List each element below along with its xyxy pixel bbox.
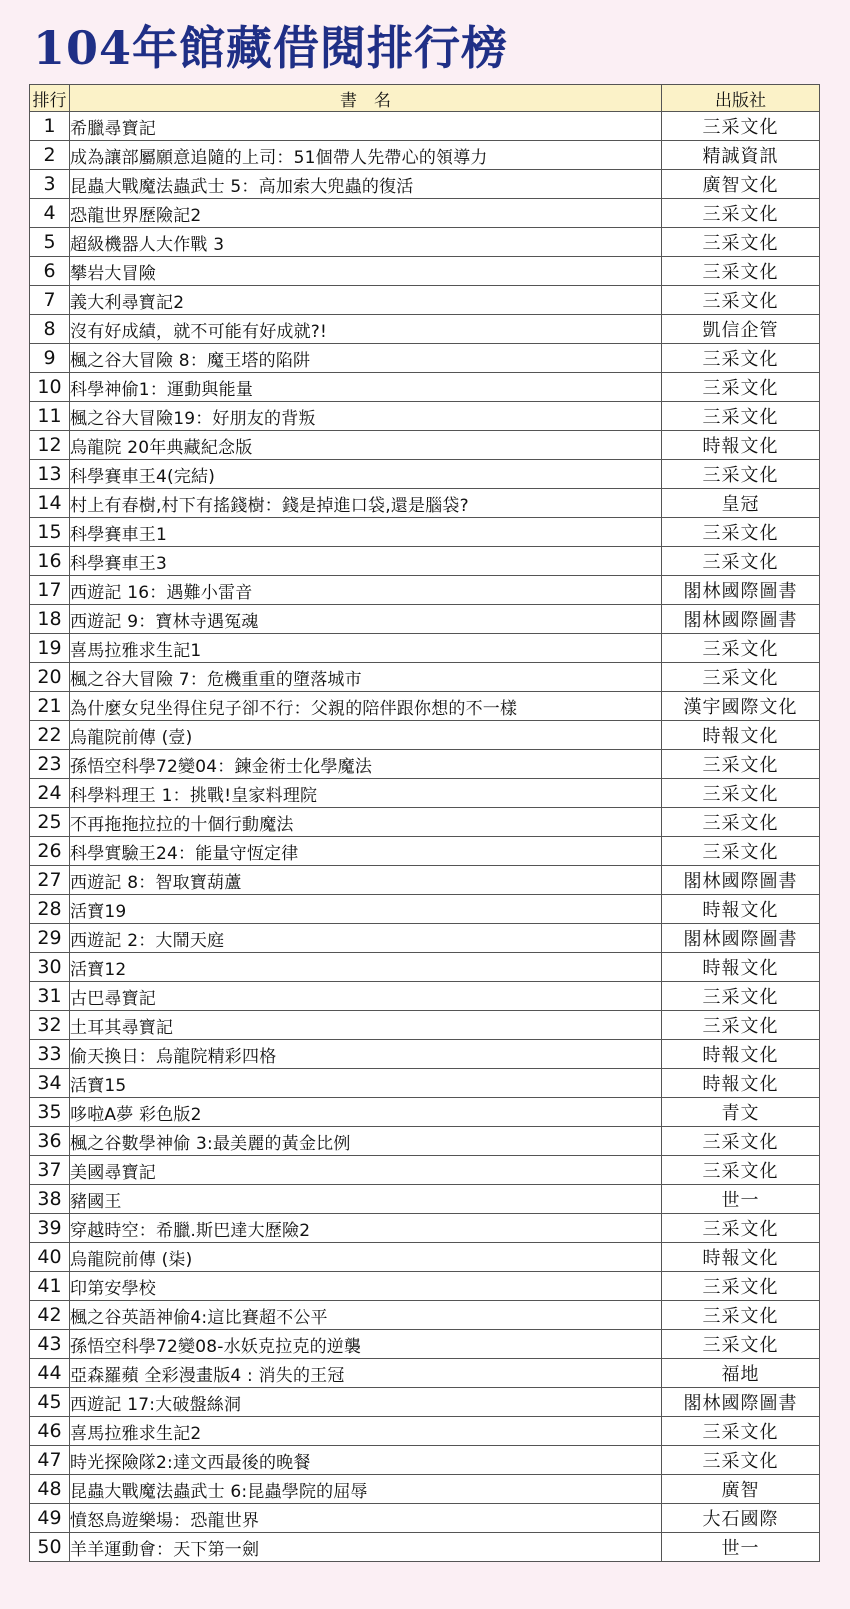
table-row <box>30 982 820 1011</box>
table-row <box>30 199 820 228</box>
table-row <box>30 1359 820 1388</box>
book-title-cell: 美國尋寶記 <box>70 1156 662 1185</box>
table-row <box>30 402 820 431</box>
book-title-cell: 烏龍院 20年典藏紀念版 <box>70 431 662 460</box>
publisher-cell: 時報文化 <box>662 1243 820 1272</box>
rank-cell: 17 <box>30 576 70 605</box>
rank-cell: 24 <box>30 779 70 808</box>
publisher-cell: 三采文化 <box>662 1011 820 1040</box>
book-title-cell: 孫悟空科學72變08-水妖克拉克的逆襲 <box>70 1330 662 1359</box>
rank-cell: 1 <box>30 112 70 141</box>
rank-cell: 14 <box>30 489 70 518</box>
book-title-cell: 西遊記 8：智取寶葫蘆 <box>70 866 662 895</box>
publisher-cell: 三采文化 <box>662 1272 820 1301</box>
publisher-cell: 三采文化 <box>662 1214 820 1243</box>
table-row <box>30 373 820 402</box>
rank-cell: 38 <box>30 1185 70 1214</box>
rank-cell: 30 <box>30 953 70 982</box>
publisher-cell: 閣林國際圖書 <box>662 924 820 953</box>
table-row <box>30 750 820 779</box>
publisher-cell: 三采文化 <box>662 1330 820 1359</box>
publisher-cell: 三采文化 <box>662 1156 820 1185</box>
rank-cell: 22 <box>30 721 70 750</box>
book-title-cell: 烏龍院前傳 (柒) <box>70 1243 662 1272</box>
rank-cell: 50 <box>30 1533 70 1562</box>
header-publisher: 出版社 <box>662 85 820 112</box>
table-row <box>30 663 820 692</box>
rank-cell: 45 <box>30 1388 70 1417</box>
rank-cell: 9 <box>30 344 70 373</box>
table-row <box>30 1127 820 1156</box>
publisher-cell: 三采文化 <box>662 286 820 315</box>
rank-cell: 5 <box>30 228 70 257</box>
book-title-cell: 昆蟲大戰魔法蟲武士 5：高加索大兜蟲的復活 <box>70 170 662 199</box>
book-title-cell: 楓之谷大冒險19：好朋友的背叛 <box>70 402 662 431</box>
page-title: 104年館藏借閱排行榜 <box>33 21 509 75</box>
rank-cell: 41 <box>30 1272 70 1301</box>
publisher-cell: 三采文化 <box>662 460 820 489</box>
rank-cell: 27 <box>30 866 70 895</box>
book-title-cell: 西遊記 9：寶林寺遇冤魂 <box>70 605 662 634</box>
rank-cell: 29 <box>30 924 70 953</box>
book-title-cell: 成為讓部屬願意追隨的上司：51個帶人先帶心的領導力 <box>70 141 662 170</box>
publisher-cell: 皇冠 <box>662 489 820 518</box>
rank-cell: 32 <box>30 1011 70 1040</box>
publisher-cell: 凱信企管 <box>662 315 820 344</box>
book-title-cell: 希臘尋寶記 <box>70 112 662 141</box>
book-title-cell: 活寶15 <box>70 1069 662 1098</box>
publisher-cell: 三采文化 <box>662 808 820 837</box>
rank-cell: 4 <box>30 199 70 228</box>
publisher-cell: 閣林國際圖書 <box>662 1388 820 1417</box>
book-title-cell: 穿越時空：希臘.斯巴達大歷險2 <box>70 1214 662 1243</box>
table-row <box>30 286 820 315</box>
publisher-cell: 漢宇國際文化 <box>662 692 820 721</box>
publisher-cell: 三采文化 <box>662 547 820 576</box>
ranking-table <box>29 84 820 1562</box>
table-header-row <box>30 85 820 112</box>
publisher-cell: 時報文化 <box>662 1040 820 1069</box>
rank-cell: 11 <box>30 402 70 431</box>
rank-cell: 36 <box>30 1127 70 1156</box>
publisher-cell: 精誠資訊 <box>662 141 820 170</box>
publisher-cell: 三采文化 <box>662 518 820 547</box>
book-title-cell: 楓之谷英語神偷4:這比賽超不公平 <box>70 1301 662 1330</box>
table-row <box>30 605 820 634</box>
book-title-cell: 攀岩大冒險 <box>70 257 662 286</box>
publisher-cell: 時報文化 <box>662 721 820 750</box>
table-row <box>30 1301 820 1330</box>
table-row <box>30 228 820 257</box>
table-row <box>30 257 820 286</box>
rank-cell: 10 <box>30 373 70 402</box>
publisher-cell: 三采文化 <box>662 228 820 257</box>
table-row <box>30 170 820 199</box>
rank-cell: 31 <box>30 982 70 1011</box>
table-row <box>30 1475 820 1504</box>
table-row <box>30 1417 820 1446</box>
book-title-cell: 超級機器人大作戰 3 <box>70 228 662 257</box>
rank-cell: 3 <box>30 170 70 199</box>
book-title-cell: 羊羊運動會：天下第一劍 <box>70 1533 662 1562</box>
rank-cell: 47 <box>30 1446 70 1475</box>
table-row <box>30 1040 820 1069</box>
book-title-cell: 時光探險隊2:達文西最後的晚餐 <box>70 1446 662 1475</box>
table-row <box>30 808 820 837</box>
table-row <box>30 779 820 808</box>
book-title-cell: 孫悟空科學72變04：鍊金術士化學魔法 <box>70 750 662 779</box>
publisher-cell: 三采文化 <box>662 837 820 866</box>
book-title-cell: 昆蟲大戰魔法蟲武士 6:昆蟲學院的屈辱 <box>70 1475 662 1504</box>
rank-cell: 34 <box>30 1069 70 1098</box>
table-row <box>30 1185 820 1214</box>
book-title-cell: 沒有好成績，就不可能有好成就?! <box>70 315 662 344</box>
rank-cell: 37 <box>30 1156 70 1185</box>
table-row <box>30 1214 820 1243</box>
book-title-cell: 土耳其尋寶記 <box>70 1011 662 1040</box>
rank-cell: 39 <box>30 1214 70 1243</box>
rank-cell: 16 <box>30 547 70 576</box>
rank-cell: 25 <box>30 808 70 837</box>
table-row <box>30 692 820 721</box>
book-title-cell: 楓之谷數學神偷 3:最美麗的黃金比例 <box>70 1127 662 1156</box>
rank-cell: 6 <box>30 257 70 286</box>
publisher-cell: 三采文化 <box>662 982 820 1011</box>
book-title-cell: 憤怒鳥遊樂場：恐龍世界 <box>70 1504 662 1533</box>
publisher-cell: 三采文化 <box>662 402 820 431</box>
publisher-cell: 閣林國際圖書 <box>662 605 820 634</box>
publisher-cell: 三采文化 <box>662 1127 820 1156</box>
table-row <box>30 1446 820 1475</box>
table-row <box>30 895 820 924</box>
book-title-cell: 義大利尋寶記2 <box>70 286 662 315</box>
rank-cell: 20 <box>30 663 70 692</box>
table-row <box>30 837 820 866</box>
rank-cell: 46 <box>30 1417 70 1446</box>
header-rank: 排行 <box>30 85 70 112</box>
book-title-cell: 科學賽車王3 <box>70 547 662 576</box>
publisher-cell: 三采文化 <box>662 344 820 373</box>
book-title-cell: 為什麼女兒坐得住兒子卻不行：父親的陪伴跟你想的不一樣 <box>70 692 662 721</box>
rank-cell: 12 <box>30 431 70 460</box>
rank-cell: 48 <box>30 1475 70 1504</box>
rank-cell: 18 <box>30 605 70 634</box>
publisher-cell: 大石國際 <box>662 1504 820 1533</box>
rank-cell: 19 <box>30 634 70 663</box>
table-row <box>30 1243 820 1272</box>
table-row <box>30 953 820 982</box>
rank-cell: 23 <box>30 750 70 779</box>
book-title-cell: 西遊記 16：遇難小雷音 <box>70 576 662 605</box>
table-row <box>30 721 820 750</box>
book-title-cell: 古巴尋寶記 <box>70 982 662 1011</box>
publisher-cell: 廣智文化 <box>662 170 820 199</box>
table-row <box>30 866 820 895</box>
publisher-cell: 三采文化 <box>662 112 820 141</box>
table-row <box>30 315 820 344</box>
rank-cell: 44 <box>30 1359 70 1388</box>
publisher-cell: 世一 <box>662 1185 820 1214</box>
table-row <box>30 547 820 576</box>
book-title-cell: 印第安學校 <box>70 1272 662 1301</box>
table-row <box>30 1330 820 1359</box>
publisher-cell: 青文 <box>662 1098 820 1127</box>
book-title-cell: 科學料理王 1：挑戰!皇家料理院 <box>70 779 662 808</box>
book-title-cell: 科學神偷1：運動與能量 <box>70 373 662 402</box>
table-row <box>30 1388 820 1417</box>
rank-cell: 7 <box>30 286 70 315</box>
rank-cell: 26 <box>30 837 70 866</box>
table-row <box>30 489 820 518</box>
table-row <box>30 1098 820 1127</box>
rank-cell: 15 <box>30 518 70 547</box>
header-book-title: 書 名 <box>70 85 662 112</box>
publisher-cell: 三采文化 <box>662 1417 820 1446</box>
publisher-cell: 世一 <box>662 1533 820 1562</box>
publisher-cell: 時報文化 <box>662 1069 820 1098</box>
publisher-cell: 福地 <box>662 1359 820 1388</box>
book-title-cell: 西遊記 17:大破盤絲洞 <box>70 1388 662 1417</box>
book-title-cell: 豬國王 <box>70 1185 662 1214</box>
table-row <box>30 634 820 663</box>
publisher-cell: 廣智 <box>662 1475 820 1504</box>
rank-cell: 13 <box>30 460 70 489</box>
rank-cell: 43 <box>30 1330 70 1359</box>
publisher-cell: 三采文化 <box>662 1446 820 1475</box>
table-row <box>30 460 820 489</box>
book-title-cell: 科學賽車王1 <box>70 518 662 547</box>
book-title-cell: 亞森羅蘋 全彩漫畫版4 : 消失的王冠 <box>70 1359 662 1388</box>
book-title-cell: 烏龍院前傳 (壹) <box>70 721 662 750</box>
rank-cell: 42 <box>30 1301 70 1330</box>
rank-cell: 33 <box>30 1040 70 1069</box>
table-row <box>30 1069 820 1098</box>
table-row <box>30 1272 820 1301</box>
book-title-cell: 科學實驗王24：能量守恆定律 <box>70 837 662 866</box>
publisher-cell: 時報文化 <box>662 431 820 460</box>
table-row <box>30 924 820 953</box>
publisher-cell: 三采文化 <box>662 634 820 663</box>
rank-cell: 35 <box>30 1098 70 1127</box>
book-title-cell: 活寶19 <box>70 895 662 924</box>
book-title-cell: 喜馬拉雅求生記2 <box>70 1417 662 1446</box>
book-title-cell: 科學賽車王4(完結) <box>70 460 662 489</box>
table-row <box>30 344 820 373</box>
publisher-cell: 三采文化 <box>662 663 820 692</box>
publisher-cell: 閣林國際圖書 <box>662 866 820 895</box>
book-title-cell: 不再拖拖拉拉的十個行動魔法 <box>70 808 662 837</box>
book-title-cell: 恐龍世界歷險記2 <box>70 199 662 228</box>
rank-cell: 49 <box>30 1504 70 1533</box>
publisher-cell: 時報文化 <box>662 953 820 982</box>
table-row <box>30 431 820 460</box>
publisher-cell: 三采文化 <box>662 779 820 808</box>
rank-cell: 8 <box>30 315 70 344</box>
rank-cell: 21 <box>30 692 70 721</box>
table-row <box>30 1504 820 1533</box>
book-title-cell: 西遊記 2：大鬧天庭 <box>70 924 662 953</box>
book-title-cell: 村上有春樹,村下有搖錢樹：錢是掉進口袋,還是腦袋? <box>70 489 662 518</box>
table-row <box>30 576 820 605</box>
publisher-cell: 三采文化 <box>662 199 820 228</box>
publisher-cell: 三采文化 <box>662 1301 820 1330</box>
publisher-cell: 時報文化 <box>662 895 820 924</box>
book-title-cell: 楓之谷大冒險 7：危機重重的墮落城市 <box>70 663 662 692</box>
rank-cell: 2 <box>30 141 70 170</box>
book-title-cell: 偷天換日：烏龍院精彩四格 <box>70 1040 662 1069</box>
table-row <box>30 518 820 547</box>
rank-cell: 40 <box>30 1243 70 1272</box>
table-row <box>30 112 820 141</box>
publisher-cell: 三采文化 <box>662 373 820 402</box>
book-title-cell: 喜馬拉雅求生記1 <box>70 634 662 663</box>
table-row <box>30 1533 820 1562</box>
table-row <box>30 1156 820 1185</box>
book-title-cell: 楓之谷大冒險 8：魔王塔的陷阱 <box>70 344 662 373</box>
rank-cell: 28 <box>30 895 70 924</box>
table-row <box>30 1011 820 1040</box>
book-title-cell: 活寶12 <box>70 953 662 982</box>
book-title-cell: 哆啦A夢 彩色版2 <box>70 1098 662 1127</box>
publisher-cell: 三采文化 <box>662 750 820 779</box>
table-row <box>30 141 820 170</box>
publisher-cell: 三采文化 <box>662 257 820 286</box>
publisher-cell: 閣林國際圖書 <box>662 576 820 605</box>
